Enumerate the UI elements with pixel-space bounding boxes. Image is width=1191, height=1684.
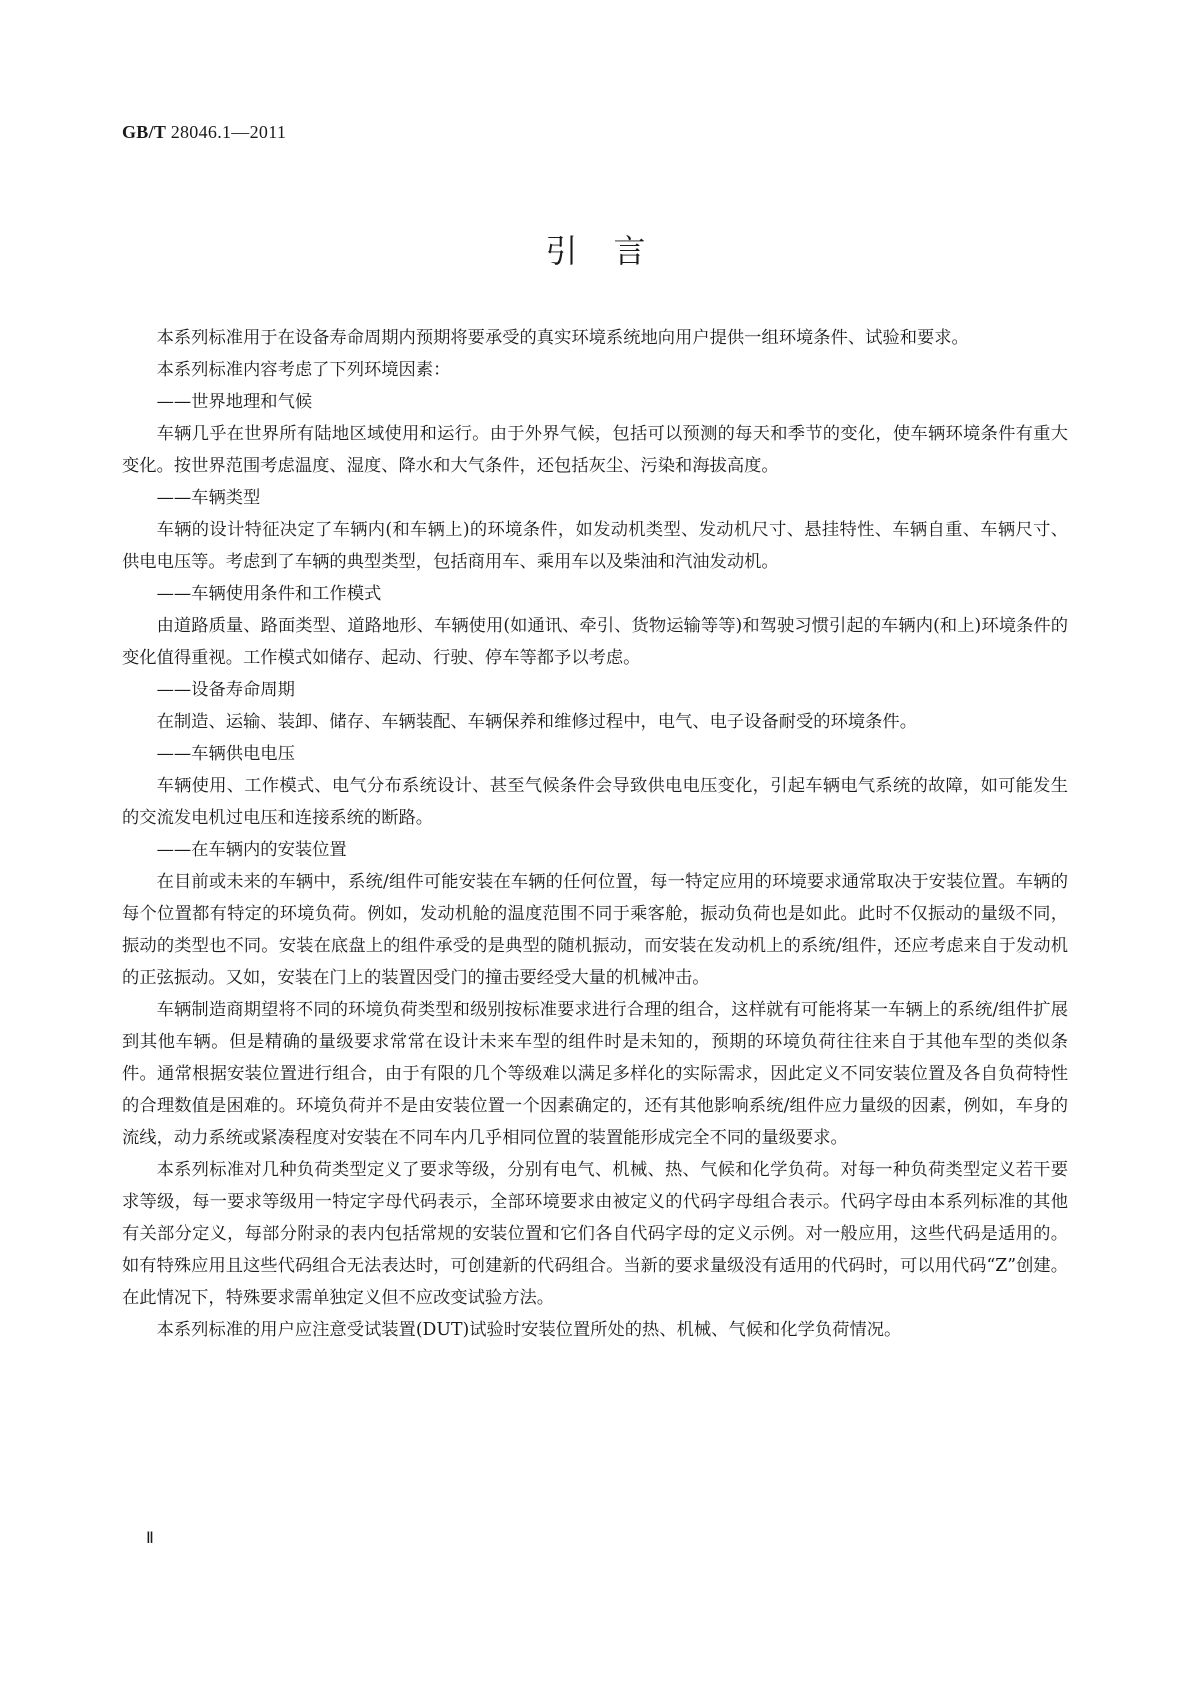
paragraph: 在制造、运输、装卸、储存、车辆装配、车辆保养和维修过程中，电气、电子设备耐受的环境条件。 [156, 712, 917, 732]
paragraph: 本系列标准的用户应注意受试装置(DUT)试验时安装位置所处的热、机械、气候和化学负荷情况。 [156, 1320, 902, 1340]
paragraph: 由道路质量、路面类型、道路地形、车辆使用(如通讯、牵引、货物运输等等)和驾驶习惯引起的车辆内(和上)环境条件的变化值得重视。工作模式如储存、起动、行驶、停车等都予以考虑。 [122, 616, 1068, 668]
list-item-heading: ——世界地理和气候 [156, 392, 313, 412]
paragraph: 车辆几乎在世界所有陆地区域使用和运行。由于外界气候，包括可以预测的每天和季节的变化，使车辆环境条件有重大变化。按世界范围考虑温度、湿度、降水和大气条件，还包括灰尘、污染和海拔高度。 [122, 424, 1068, 476]
paragraph: 本系列标准对几种负荷类型定义了要求等级，分别有电气、机械、热、气候和化学负荷。对每一种负荷类型定义若干要求等级，每一要求等级用一特定字母代码表示，全部环境要求由被定义的代码字母组合表示。代码字母由本系列标准的其他有关部分定义，每部分附录的表内包括常规的安装位置和它们各自代码字母的定义示例。对一般应用，这些代码是适用的。如有特殊应用且这些代码组合无法表达时，可创建新的代码组合。当新的要求量级没有适用的代码时，可以用代码“Z”创建。在此情况下，特殊要求需单独定义但不应改变试验方法。 [122, 1160, 1068, 1308]
page-title: 引言 [545, 232, 682, 270]
paragraph: 车辆制造商期望将不同的环境负荷类型和级别按标准要求进行合理的组合，这样就有可能将某一车辆上的系统/组件扩展到其他车辆。但是精确的量级要求常常在设计未来车型的组件时是未知的，预期的环境负荷往往来自于其他车型的类似条件。通常根据安装位置进行组合，由于有限的几个等级难以满足多样化的实际需求，因此定义不同安装位置及各自负荷特性的合理数值是困难的。环境负荷并不是由安装位置一个因素确定的，还有其他影响系统/组件应力量级的因素，例如，车身的流线，动力系统或紧凑程度对安装在不同车内几乎相同位置的装置能形成完全不同的量级要求。 [122, 1000, 1068, 1148]
document-id-number: 28046.1—2011 [170, 122, 287, 142]
paragraph: 本系列标准内容考虑了下列环境因素： [156, 360, 451, 380]
list-item-heading: ——车辆使用条件和工作模式 [156, 584, 382, 604]
paragraph: 车辆使用、工作模式、电气分布系统设计、甚至气候条件会导致供电电压变化，引起车辆电气系统的故障，如可能发生的交流发电机过电压和连接系统的断路。 [122, 776, 1068, 828]
list-item-heading: ——设备寿命周期 [156, 680, 295, 700]
document-id-prefix: GB/T [122, 122, 166, 142]
paragraph: 本系列标准用于在设备寿命周期内预期将要承受的真实环境系统地向用户提供一组环境条件、试验和要求。 [156, 328, 969, 348]
list-item-heading: ——在车辆内的安装位置 [156, 840, 347, 860]
list-item-heading: ——车辆供电电压 [156, 744, 295, 764]
document-id [122, 122, 286, 143]
paragraph: 车辆的设计特征决定了车辆内(和车辆上)的环境条件，如发动机类型、发动机尺寸、悬挂特性、车辆自重、车辆尺寸、供电电压等。考虑到了车辆的典型类型，包括商用车、乘用车以及柴油和汽油发动机。 [122, 520, 1068, 572]
paragraph: 在目前或未来的车辆中，系统/组件可能安装在车辆的任何位置，每一特定应用的环境要求通常取决于安装位置。车辆的每个位置都有特定的环境负荷。例如，发动机舱的温度范围不同于乘客舱，振动负荷也是如此。此时不仅振动的量级不同，振动的类型也不同。安装在底盘上的组件承受的是典型的随机振动，而安装在发动机上的系统/组件，还应考虑来自于发动机的正弦振动。又如，安装在门上的装置因受门的撞击要经受大量的机械冲击。 [122, 872, 1068, 988]
body-text [122, 322, 1068, 1346]
list-item-heading: ——车辆类型 [156, 488, 261, 508]
page-number: Ⅱ [146, 1530, 154, 1547]
